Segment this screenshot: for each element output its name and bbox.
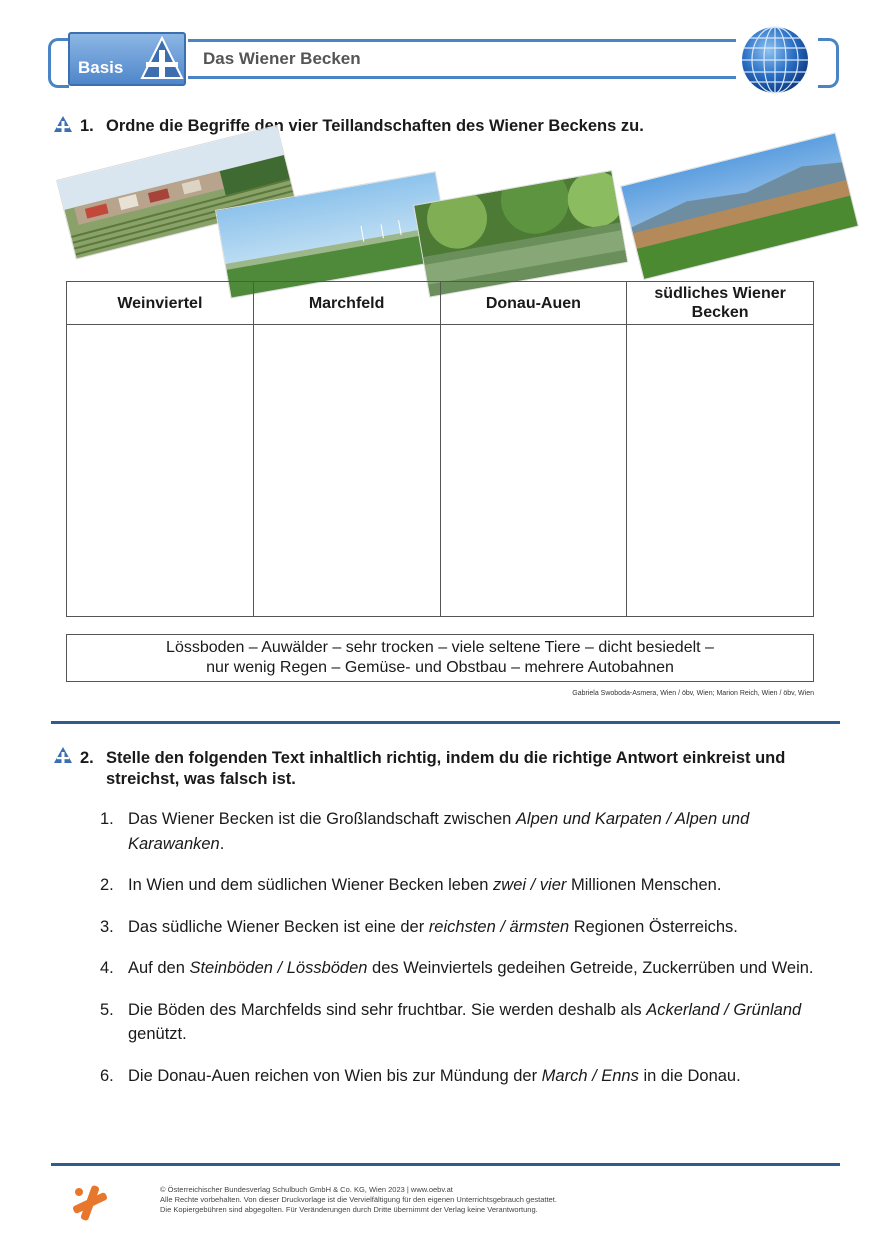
footer-line: Alle Rechte vorbehalten. Von dieser Druckvorlage ist die Vervielfältigung für den eigenen Unterrichtsgebrauch gestattet. (160, 1195, 557, 1204)
task-triangle-icon (53, 115, 73, 133)
task-triangle-icon (53, 746, 73, 764)
statement-number: 2. (100, 876, 114, 894)
footer-divider (51, 1163, 840, 1166)
statement-text: Die Böden des Marchfelds sind sehr fruchtbar. Sie werden deshalb als (128, 1000, 647, 1019)
task2-number: 2. (80, 749, 94, 767)
globe-icon (738, 24, 812, 96)
statement-item (100, 915, 830, 940)
statement-number: 4. (100, 959, 114, 977)
statement-text: Die Donau-Auen reichen von Wien bis zur Mündung der (128, 1066, 542, 1085)
statement-text: Regionen Österreichs. (569, 917, 738, 936)
header-bracket-left (48, 38, 69, 88)
answer-cell-suedliches-wiener-becken[interactable] (627, 325, 814, 617)
column-header-marchfeld: Marchfeld (253, 282, 440, 325)
statement-item (100, 1064, 830, 1089)
statement-number: 1. (100, 810, 114, 828)
statement-text: Das südliche Wiener Becken ist eine der (128, 917, 429, 936)
statement-text: Das Wiener Becken ist die Großlandschaft zwischen (128, 810, 516, 828)
answer-cell-weinviertel[interactable] (67, 325, 254, 617)
task1-number: 1. (80, 117, 94, 135)
level-triangle-icon (140, 36, 184, 82)
statement-text: in die Donau. (638, 1066, 741, 1085)
header-rule-top (188, 39, 736, 42)
header-bracket-right (818, 38, 839, 88)
level-badge-label: Basis (78, 58, 124, 77)
statement-text: des Weinviertels gedeihen Getreide, Zuckerrüben und Wein. (367, 959, 814, 977)
statement-text: genützt. (128, 1025, 187, 1043)
footer-line: © Österreichischer Bundesverlag Schulbuch GmbH & Co. KG, Wien 2023 | www.oebv.at (160, 1185, 453, 1194)
statement-text: Auf den (128, 959, 190, 977)
answer-choice[interactable]: March / Enns (541, 1066, 639, 1085)
task1-heading (80, 116, 840, 138)
answer-choice[interactable]: reichsten / ärmsten (428, 917, 570, 936)
photo-credit: Gabriela Swoboda-Asmera, Wien / öbv, Wien; Marion Reich, Wien / öbv, Wien (572, 690, 814, 697)
page-title: Das Wiener Becken (203, 49, 361, 68)
photo-suedliches-wiener-becken (620, 132, 859, 280)
answer-choice[interactable]: Steinböden / Lössböden (189, 959, 368, 977)
answer-choice[interactable]: Ackerland / Grünland (646, 1000, 802, 1019)
statement-item (100, 873, 830, 898)
photo-donau-auen (413, 170, 628, 298)
header-rule-bottom (188, 76, 736, 79)
terms-line: nur wenig Regen – Gemüse- und Obstbau – mehrere Autobahnen (206, 659, 674, 676)
column-header-donau-auen: Donau-Auen (440, 282, 627, 325)
statement-text: In Wien und dem südlichen Wiener Becken leben (128, 876, 494, 894)
publisher-logo-icon (70, 1183, 110, 1223)
statement-item (100, 956, 830, 981)
terms-line: Lössboden – Auwälder – sehr trocken – viele seltene Tiere – dicht besiedelt – (166, 639, 714, 656)
answer-cell-donau-auen[interactable] (440, 325, 627, 617)
statement-list (100, 807, 830, 1105)
section-divider (51, 721, 840, 724)
statement-number: 5. (100, 1000, 114, 1019)
statement-number: 6. (100, 1066, 114, 1085)
statement-number: 3. (100, 917, 114, 936)
sorting-table (66, 281, 814, 617)
footer-line: Die Kopiergebühren sind abgegolten. Für Veränderungen durch Dritte übernimmt der Verlag keine Verantwortung. (160, 1205, 538, 1214)
answer-cell-marchfeld[interactable] (253, 325, 440, 617)
statement-item (100, 998, 830, 1047)
answer-choice[interactable]: zwei / vier (493, 876, 567, 894)
statement-text: Millionen Menschen. (566, 876, 722, 894)
statement-item (100, 807, 830, 856)
task2-instruction: Stelle den folgenden Text inhaltlich richtig, indem du die richtige Antwort einkreist und streichst, was falsch ist. (106, 749, 786, 788)
column-header-weinviertel: Weinviertel (67, 282, 254, 325)
statement-text: . (219, 834, 225, 853)
answer-choice[interactable]: Alpen und Karpaten / Alpen und Karawanken (128, 810, 750, 853)
footer-legal (160, 1185, 557, 1215)
level-badge (68, 32, 186, 86)
column-header-suedliches-wiener-becken: südliches Wiener Becken (627, 282, 814, 325)
task2-heading (80, 748, 830, 792)
task1-instruction: Ordne die Begriffe den vier Teillandschaften des Wiener Beckens zu. (106, 117, 644, 135)
terms-box (66, 634, 814, 682)
